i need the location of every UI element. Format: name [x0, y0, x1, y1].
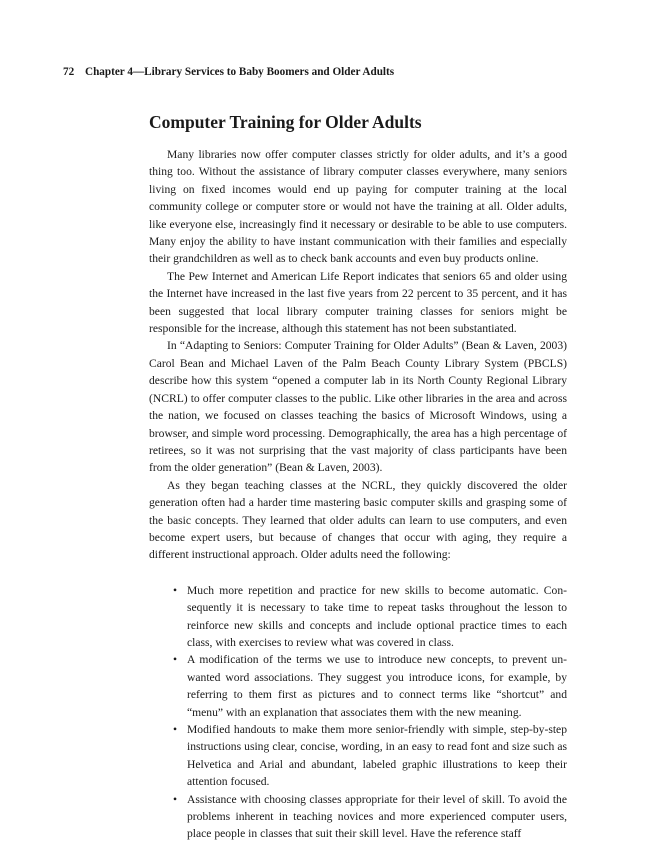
needs-list	[149, 582, 567, 843]
list-item: • Assistance with choosing classes appropriate for their level of skill. To avoid the problems inherent in teaching novices and more experienced computer users, place people in classes that suit their skill level. Have the reference staff	[173, 791, 567, 843]
list-item: • A modification of the terms we use to introduce new concepts, to prevent unwanted word associations. They suggest you introduce icons, for example, by referring to them first as pictures and to connect terms like “shortcut” and “menu” with an explanation that associates them with the new meaning.	[173, 651, 567, 721]
paragraph: The Pew Internet and American Life Report indicates that seniors 65 and older using the Internet have increased in the last five years from 22 percent to 35 percent, and it has been suggested that local library computer training classes for seniors might be responsible for the increase, although this statement has not been substantiated.	[149, 269, 567, 336]
paragraph: As they began teaching classes at the NCRL, they quickly discovered the older generation often had a harder time mastering basic computer skills and grasping some of the basic concepts. They learned that older adults can learn to use computers, and even become expert users, but because of changes that occur with aging, they require a different instructional approach. Older adults need the following:	[149, 478, 567, 562]
paragraph: Many libraries now offer computer classes strictly for older adults, and it’s a good thing too. Without the assistance of library computer classes everywhere, many seniors living on fixed incomes would end up paying for computer training at the local community college or computer store or would not have the training at all. Older adults, like everyone else, increasingly find it necessary or desirable to be able to use computers. Many enjoy the ability to have instant communication with their families and especially their grandchildren as well as to check bank accounts and even buy products online.	[149, 148, 567, 266]
chapter-title: Chapter 4—Library Services to Baby Boomers and Older Adults	[84, 66, 395, 78]
list-item: • Much more repetition and practice for new skills to become automatic. Consequently it is necessary to take time to repeat tasks throughout the lesson to reinforce new skills and concepts and include optional practice times to each class, with exercises to review what was covered in class.	[173, 582, 567, 652]
running-head	[63, 66, 394, 78]
section-title: Computer Training for Older Adults	[149, 112, 422, 132]
page-body	[149, 112, 567, 843]
paragraph: In “Adapting to Seniors: Computer Training for Older Adults” (Bean & Laven, 2003) Carol Bean and Michael Laven of the Palm Beach County Library System (PBCLS) describe how this system “opened a computer lab in its North County Regional Library (NCRL) to offer computer classes to the public. Like other libraries in the area and across the nation, we focused on classes teaching the basics of Microsoft Windows, using a browser, and simple word processing. Demographically, the area has a high percentage of retirees, so it was not surprising that the vast majority of class participants have been from the older generation” (Bean & Laven, 2003).	[149, 339, 567, 475]
list-item: • Modified handouts to make them more senior-friendly with simple, step-by-step instructions using clear, concise, wording, in an easy to read font and size such as Helvetica and Arial and abundant, labeled graphic illustrations to keep their attention focused.	[173, 721, 567, 791]
page-number: 72	[63, 66, 75, 78]
